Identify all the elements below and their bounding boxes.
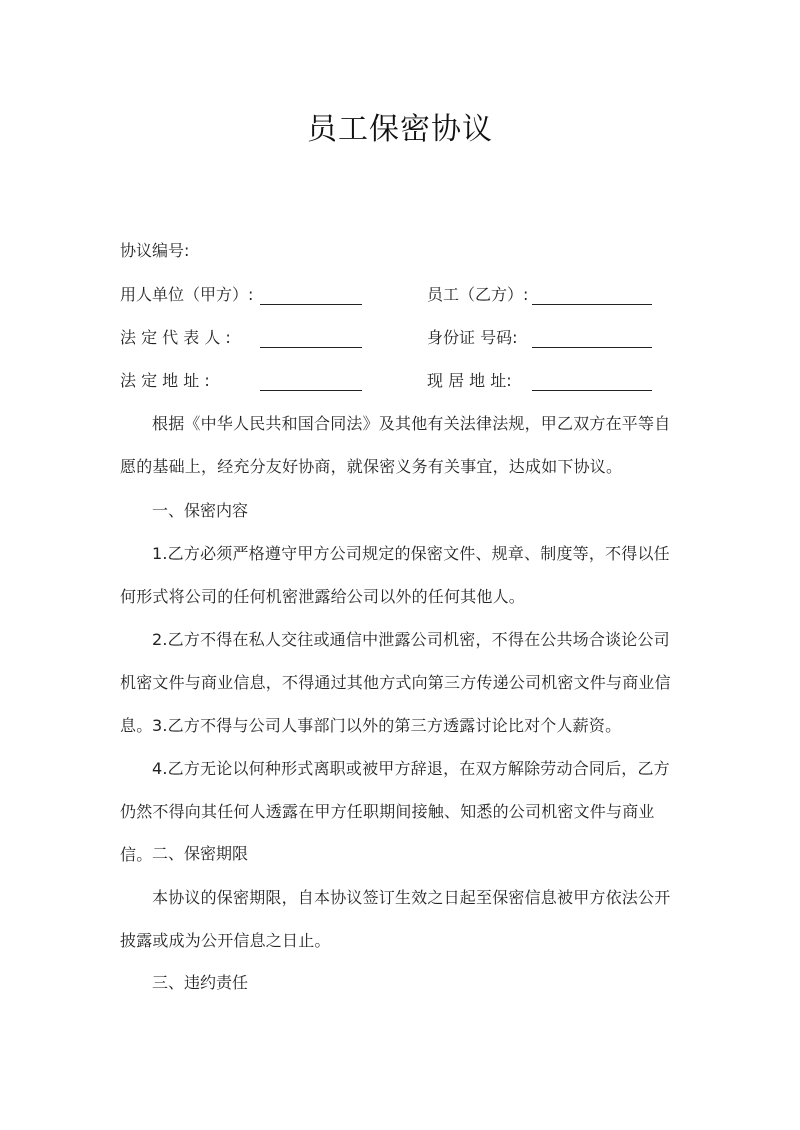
residence-address-blank[interactable] xyxy=(532,390,652,391)
section-1-item-2: 2.乙方不得在私人交往或通信中泄露公司机密，不得在公共场合谈论公司机密文件与商业信息，不得通过其他方式向第三方传递公司机密文件与商业信息。 xyxy=(120,630,671,735)
intro-paragraph: 根据《中华人民共和国合同法》及其他有关法律法规，甲乙双方在平等自愿的基础上，经充分友好协商，就保密义务有关事宜，达成如下协议。 xyxy=(120,414,671,476)
section-2-heading: 二、保密期限 xyxy=(152,844,249,863)
id-number-blank[interactable] xyxy=(532,347,652,348)
section-1-heading: 一、保密内容 xyxy=(152,501,249,520)
agreement-number-label: 协议编号: xyxy=(120,241,190,260)
legal-rep-label: 法 定 代 表 人 : xyxy=(120,328,231,347)
section-3-heading: 三、违约责任 xyxy=(152,973,249,992)
residence-address-label: 现 居 地 址: xyxy=(427,371,512,390)
document-title: 员工保密协议 xyxy=(307,112,493,147)
employer-blank[interactable] xyxy=(260,304,362,305)
employee-label: 员工（乙方）: xyxy=(427,285,529,304)
employee-blank[interactable] xyxy=(532,304,652,305)
legal-address-blank[interactable] xyxy=(260,390,362,391)
section-1-item-3: 3.乙方不得与公司人事部门以外的第三方透露讨论比对个人薪资。 xyxy=(152,716,622,735)
legal-rep-blank[interactable] xyxy=(260,347,362,348)
legal-address-label: 法 定 地 址 : xyxy=(120,371,210,390)
section-2-paragraph: 本协议的保密期限，自本协议签订生效之日起至保密信息被甲方依法公开披露或成为公开信息之日止。 xyxy=(120,888,671,950)
section-1-item-4: 4.乙方无论以何种形式离职或被甲方辞退，在双方解除劳动合同后，乙方仍然不得向其任何人透露在甲方任职期间接触、知悉的公司机密文件与商业信。 xyxy=(120,759,670,864)
section-1-item-1: 1.乙方必须严格遵守甲方公司规定的保密文件、规章、制度等，不得以任何形式将公司的任何机密泄露给公司以外的任何其他人。 xyxy=(120,544,670,606)
employer-label: 用人单位（甲方）: xyxy=(120,285,254,304)
id-number-label: 身份证 号码: xyxy=(427,328,518,347)
